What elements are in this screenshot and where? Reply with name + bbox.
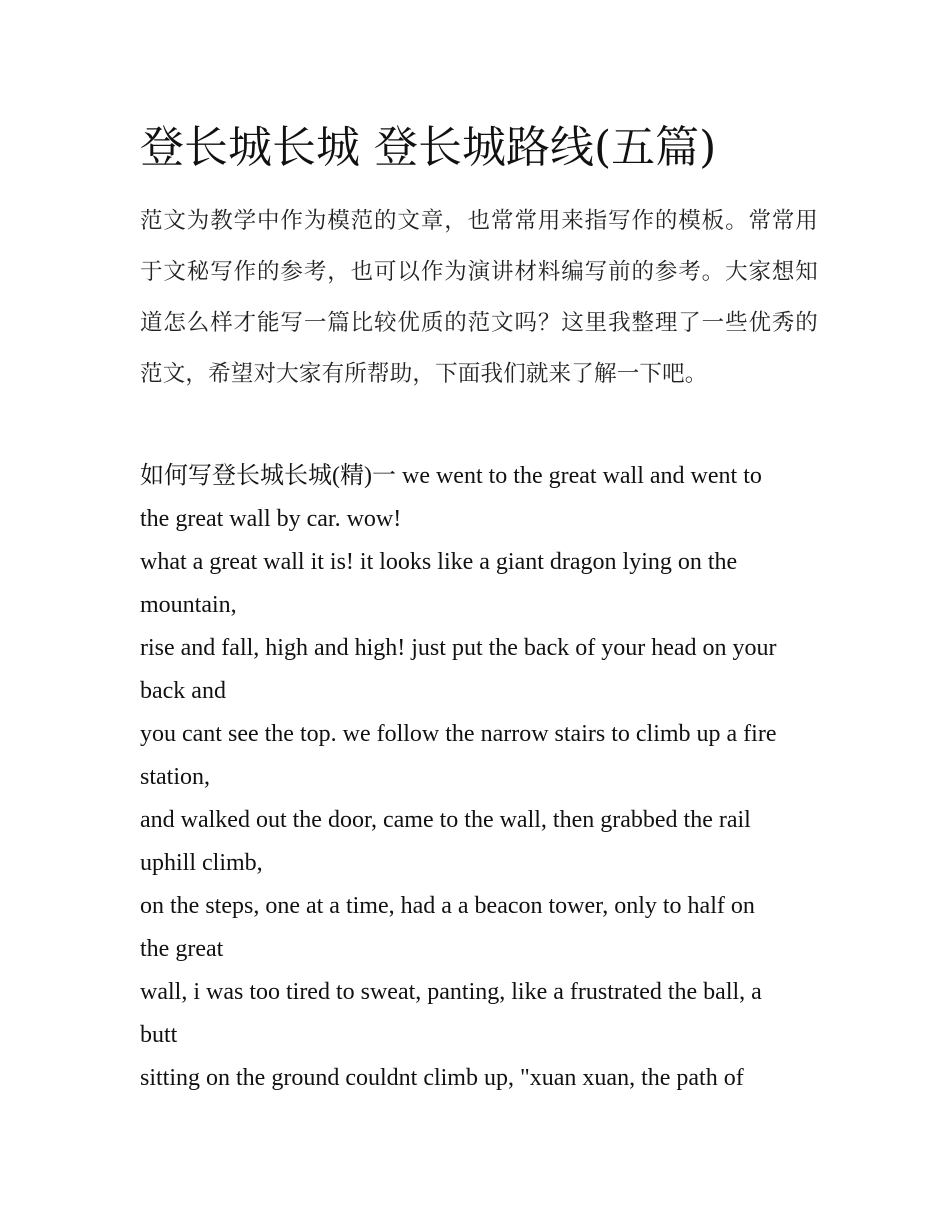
body-line: wall, i was too tired to sweat, panting, like a frustrated the ball, a — [140, 979, 762, 1005]
body-line: on the steps, one at a time, had a a beacon tower, only to half on — [140, 893, 755, 919]
body-line: 如何写登长城长城(精)一 we went to the great wall and went to — [140, 463, 762, 489]
body-line: mountain, — [140, 592, 237, 618]
body-line: rise and fall, high and high! just put the back of your head on your — [140, 635, 777, 661]
body-line: the great wall by car. wow! — [140, 506, 402, 532]
body-line: butt — [140, 1022, 178, 1048]
document-title: 登长城长城 登长城路线(五篇) — [140, 122, 717, 173]
body-line: and walked out the door, came to the wall, then grabbed the rail — [140, 807, 751, 833]
body-line: uphill climb, — [140, 850, 263, 876]
body-line: back and — [140, 678, 226, 704]
body-line: the great — [140, 936, 224, 962]
body-text — [140, 455, 820, 1100]
body-line: sitting on the ground couldnt climb up, "xuan xuan, the path of — [140, 1065, 744, 1091]
body-line: you cant see the top. we follow the narrow stairs to climb up a fire — [140, 721, 777, 747]
body-line: what a great wall it is! it looks like a giant dragon lying on the — [140, 549, 738, 575]
intro-paragraph: 范文为教学中作为模范的文章，也常常用来指写作的模板。常常用于文秘写作的参考，也可以作为演讲材料编写前的参考。大家想知道怎么样才能写一篇比较优质的范文吗？这里我整理了一些优秀的范文，希望对大家有所帮助，下面我们就来了解一下吧。 — [140, 208, 818, 387]
body-line: station, — [140, 764, 210, 790]
